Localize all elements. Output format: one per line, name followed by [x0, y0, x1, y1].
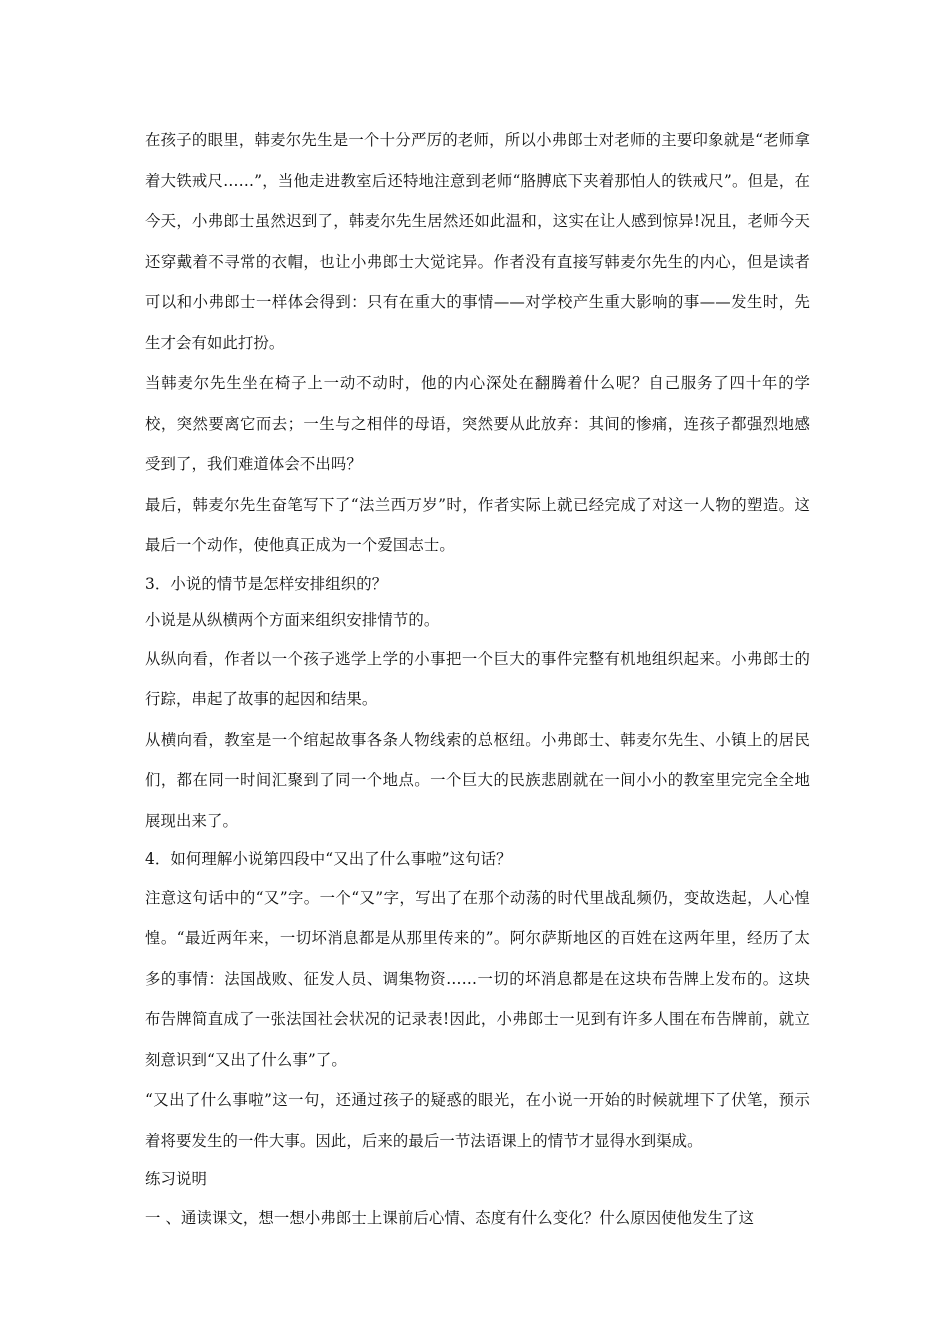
paragraph-vertical-view: 从纵向看，作者以一个孩子逃学上学的小事把一个巨大的事件完整有机地组织起来。小弗郎士的行踪，串起了故事的起因和结果。	[145, 649, 810, 708]
question-3-heading: 3．小说的情节是怎样安排组织的？	[145, 574, 388, 593]
paragraph-plot-two-aspects: 小说是从纵横两个方面来组织安排情节的。	[145, 611, 440, 629]
question-4-heading: 4．如何理解小说第四段中“又出了什么事啦”这句话？	[145, 850, 512, 868]
paragraph-hamel-strict: 在孩子的眼里，韩麦尔先生是一个十分严厉的老师，所以小弗郎士对老师的主要印象就是“老师拿着大铁戒尺……”，当他走进教室后还特地注意到老师“胳膊底下夹着那怕人的铁戒尺”。但是，在今天，小弗郎士虽然迟到了，韩麦尔先生居然还如此温和，这实在让人感到惊异!况且，老师今天还穿戴着不寻常的衣帽，也让小弗郎士大觉诧异。作者没有直接写韩麦尔先生的内心，但是读者可以和小弗郎士一样体会得到：只有在重大的事情——对学校产生重大影响的事——发生时，先生才会有如此打扮。	[145, 131, 810, 352]
paragraph-horizontal-view: 从横向看，教室是一个绾起故事各条人物线索的总枢纽。小弗郎士、韩麦尔先生、小镇上的居民们，都在同一时间汇聚到了同一个地点。一个巨大的民族悲剧就在一间小小的教室里完完全全地展现出来了。	[145, 730, 810, 830]
exercise-item-1: 一 、通读课文，想一想小弗郎士上课前后心情、态度有什么变化？什么原因使他发生了这	[145, 1208, 755, 1227]
paragraph-vive-la-france: 最后，韩麦尔先生奋笔写下了“法兰西万岁”时，作者实际上就已经完成了对这一人物的塑造。这最后一个动作，使他真正成为一个爱国志士。	[145, 495, 810, 554]
document-page	[145, 120, 810, 1238]
paragraph-you-character: 注意这句话中的“又”字。一个“又”字，写出了在那个动荡的时代里战乱频仍，变故迭起，人心惶惶。“最近两年来，一切坏消息都是从那里传来的”。阿尔萨斯地区的百姓在这两年里，经历了太多的事情：法国战败、征发人员、调集物资……一切的坏消息都是在这块布告牌上发布的。这块布告牌简直成了一张法国社会状况的记录表!因此，小弗郎士一见到有许多人围在布告牌前，就立刻意识到“又出了什么事”了。	[145, 888, 810, 1069]
paragraph-hamel-inner-feelings: 当韩麦尔先生坐在椅子上一动不动时，他的内心深处在翻腾着什么呢？自己服务了四十年的学校，突然要离它而去；一生与之相伴的母语，突然要从此放弃：其间的惨痛，连孩子都强烈地感受到了，我们难道体会不出吗？	[145, 374, 810, 473]
paragraph-foreshadowing: “又出了什么事啦”这一句，还通过孩子的疑惑的眼光，在小说一开始的时候就埋下了伏笔，预示着将要发生的一件大事。因此，后来的最后一节法语课上的情节才显得水到渠成。	[145, 1091, 810, 1150]
exercise-notes-heading: 练习说明	[145, 1170, 207, 1188]
